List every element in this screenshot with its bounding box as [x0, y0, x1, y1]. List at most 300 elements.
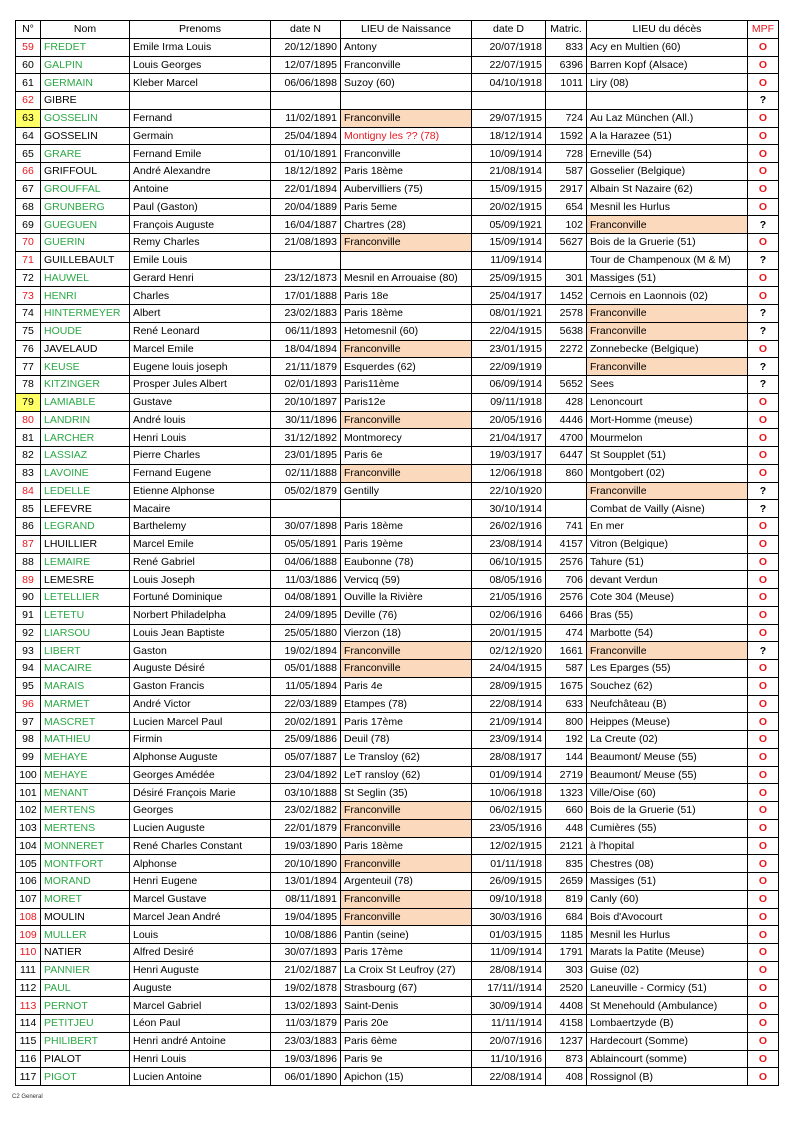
- lieu-naissance-cell: Paris 5eme: [341, 198, 472, 216]
- mpf-cell: ?: [748, 376, 779, 394]
- row-number: 59: [16, 38, 41, 56]
- table-row: [16, 553, 779, 571]
- prenoms-cell: Alfred Desiré: [130, 944, 271, 962]
- prenoms-cell: Fernand Emile: [130, 145, 271, 163]
- matricule-cell: 2917: [546, 180, 587, 198]
- row-number: 61: [16, 74, 41, 92]
- matricule-cell: [546, 358, 587, 376]
- row-number: 114: [16, 1015, 41, 1033]
- row-number: 89: [16, 571, 41, 589]
- prenoms-cell: Pierre Charles: [130, 447, 271, 465]
- mpf-cell: O: [748, 766, 779, 784]
- date-deces-cell: 30/03/1916: [472, 908, 546, 926]
- mpf-cell: O: [748, 926, 779, 944]
- date-naissance-cell: 22/01/1894: [271, 180, 341, 198]
- row-number: 108: [16, 908, 41, 926]
- date-deces-cell: 11/10/1916: [472, 1050, 546, 1068]
- lieu-naissance-cell: Paris 17ème: [341, 944, 472, 962]
- date-deces-cell: 09/11/1918: [472, 393, 546, 411]
- date-deces-cell: 21/08/1914: [472, 163, 546, 181]
- lieu-deces-cell: Bras (55): [587, 606, 748, 624]
- matricule-cell: 5638: [546, 322, 587, 340]
- lieu-deces-cell: Acy en Multien (60): [587, 38, 748, 56]
- matricule-cell: 4408: [546, 997, 587, 1015]
- row-number: 71: [16, 251, 41, 269]
- date-deces-cell: 30/10/1914: [472, 500, 546, 518]
- lieu-deces-cell: Massiges (51): [587, 873, 748, 891]
- prenoms-cell: René Charles Constant: [130, 837, 271, 855]
- row-number: 101: [16, 784, 41, 802]
- date-deces-cell: 21/04/1917: [472, 429, 546, 447]
- row-number: 60: [16, 56, 41, 74]
- row-number: 98: [16, 731, 41, 749]
- lieu-naissance-cell: Franconville: [341, 109, 472, 127]
- row-number: 65: [16, 145, 41, 163]
- date-naissance-cell: 23/12/1873: [271, 269, 341, 287]
- row-number: 81: [16, 429, 41, 447]
- nom-cell: GRUNBERG: [41, 198, 130, 216]
- lieu-naissance-cell: Franconville: [341, 340, 472, 358]
- header-prenoms: Prenoms: [130, 21, 271, 39]
- table-row: [16, 748, 779, 766]
- lieu-naissance-cell: Paris 6e: [341, 447, 472, 465]
- mpf-cell: O: [748, 979, 779, 997]
- prenoms-cell: Alphonse Auguste: [130, 748, 271, 766]
- row-number: 102: [16, 802, 41, 820]
- matricule-cell: 1323: [546, 784, 587, 802]
- table-row: [16, 518, 779, 536]
- table-row: [16, 731, 779, 749]
- prenoms-cell: Prosper Jules Albert: [130, 376, 271, 394]
- row-number: 75: [16, 322, 41, 340]
- nom-cell: GOSSELIN: [41, 127, 130, 145]
- matricule-cell: 1011: [546, 74, 587, 92]
- nom-cell: LASSIAZ: [41, 447, 130, 465]
- matricule-cell: 1185: [546, 926, 587, 944]
- table-row: [16, 322, 779, 340]
- prenoms-cell: Marcel Jean André: [130, 908, 271, 926]
- table-row: [16, 908, 779, 926]
- lieu-deces-cell: Vitron (Belgique): [587, 535, 748, 553]
- date-naissance-cell: 10/08/1886: [271, 926, 341, 944]
- prenoms-cell: Gerard Henri: [130, 269, 271, 287]
- header-lieu-naissance: LIEU de Naissance: [341, 21, 472, 39]
- date-deces-cell: 20/05/1916: [472, 411, 546, 429]
- prenoms-cell: Marcel Gustave: [130, 890, 271, 908]
- nom-cell: MONTFORT: [41, 855, 130, 873]
- prenoms-cell: Henri Louis: [130, 1050, 271, 1068]
- nom-cell: LEMAIRE: [41, 553, 130, 571]
- row-number: 68: [16, 198, 41, 216]
- lieu-deces-cell: Massiges (51): [587, 269, 748, 287]
- nom-cell: LANDRIN: [41, 411, 130, 429]
- matricule-cell: 587: [546, 660, 587, 678]
- date-deces-cell: 23/09/1914: [472, 731, 546, 749]
- mpf-cell: O: [748, 411, 779, 429]
- nom-cell: LAMIABLE: [41, 393, 130, 411]
- nom-cell: GIBRE: [41, 92, 130, 110]
- lieu-naissance-cell: St Seglin (35): [341, 784, 472, 802]
- lieu-deces-cell: Liry (08): [587, 74, 748, 92]
- lieu-deces-cell: Rossignol (B): [587, 1068, 748, 1086]
- prenoms-cell: Georges Amédée: [130, 766, 271, 784]
- date-deces-cell: 01/11/1918: [472, 855, 546, 873]
- table-row: [16, 890, 779, 908]
- header-date-deces: date D: [472, 21, 546, 39]
- date-naissance-cell: 20/10/1897: [271, 393, 341, 411]
- matricule-cell: 192: [546, 731, 587, 749]
- row-number: 85: [16, 500, 41, 518]
- nom-cell: GROUFFAL: [41, 180, 130, 198]
- lieu-deces-cell: Franconville: [587, 358, 748, 376]
- lieu-naissance-cell: Argenteuil (78): [341, 873, 472, 891]
- row-number: 110: [16, 944, 41, 962]
- matricule-cell: 706: [546, 571, 587, 589]
- date-naissance-cell: 05/02/1879: [271, 482, 341, 500]
- date-deces-cell: 22/04/1915: [472, 322, 546, 340]
- date-naissance-cell: 19/03/1896: [271, 1050, 341, 1068]
- matricule-cell: 800: [546, 713, 587, 731]
- prenoms-cell: Fernand: [130, 109, 271, 127]
- prenoms-cell: Georges: [130, 802, 271, 820]
- nom-cell: MENANT: [41, 784, 130, 802]
- mpf-cell: ?: [748, 358, 779, 376]
- row-number: 69: [16, 216, 41, 234]
- row-number: 100: [16, 766, 41, 784]
- matricule-cell: 2659: [546, 873, 587, 891]
- row-number: 116: [16, 1050, 41, 1068]
- mpf-cell: O: [748, 447, 779, 465]
- mpf-cell: ?: [748, 482, 779, 500]
- date-naissance-cell: 30/07/1893: [271, 944, 341, 962]
- lieu-naissance-cell: Etampes (78): [341, 695, 472, 713]
- lieu-deces-cell: Beaumont/ Meuse (55): [587, 748, 748, 766]
- date-naissance-cell: 22/01/1879: [271, 819, 341, 837]
- nom-cell: MULLER: [41, 926, 130, 944]
- lieu-deces-cell: Guise (02): [587, 961, 748, 979]
- nom-cell: KITZINGER: [41, 376, 130, 394]
- date-deces-cell: 29/07/1915: [472, 109, 546, 127]
- mpf-cell: O: [748, 340, 779, 358]
- date-deces-cell: 21/05/1916: [472, 589, 546, 607]
- nom-cell: PAUL: [41, 979, 130, 997]
- row-number: 99: [16, 748, 41, 766]
- table-row: [16, 873, 779, 891]
- lieu-deces-cell: Canly (60): [587, 890, 748, 908]
- lieu-deces-cell: Les Eparges (55): [587, 660, 748, 678]
- date-deces-cell: 11/09/1914: [472, 251, 546, 269]
- matricule-cell: 144: [546, 748, 587, 766]
- date-deces-cell: 15/09/1915: [472, 180, 546, 198]
- lieu-naissance-cell: [341, 500, 472, 518]
- prenoms-cell: André Alexandre: [130, 163, 271, 181]
- date-naissance-cell: 24/09/1895: [271, 606, 341, 624]
- matricule-cell: 654: [546, 198, 587, 216]
- date-deces-cell: 01/03/1915: [472, 926, 546, 944]
- date-naissance-cell: 19/03/1890: [271, 837, 341, 855]
- mpf-cell: O: [748, 571, 779, 589]
- lieu-naissance-cell: Paris 4e: [341, 677, 472, 695]
- date-naissance-cell: 12/07/1895: [271, 56, 341, 74]
- mpf-cell: O: [748, 624, 779, 642]
- lieu-naissance-cell: Mesnil en Arrouaise (80): [341, 269, 472, 287]
- nom-cell: HENRI: [41, 287, 130, 305]
- mpf-cell: O: [748, 660, 779, 678]
- lieu-deces-cell: Heippes (Meuse): [587, 713, 748, 731]
- row-number: 97: [16, 713, 41, 731]
- nom-cell: MASCRET: [41, 713, 130, 731]
- header-lieu-deces: LIEU du décès: [587, 21, 748, 39]
- mpf-cell: O: [748, 606, 779, 624]
- prenoms-cell: Antoine: [130, 180, 271, 198]
- lieu-naissance-cell: Deuil (78): [341, 731, 472, 749]
- lieu-deces-cell: Bois de la Gruerie (51): [587, 234, 748, 252]
- date-deces-cell: 28/08/1917: [472, 748, 546, 766]
- matricule-cell: 2576: [546, 553, 587, 571]
- table-row: [16, 961, 779, 979]
- date-deces-cell: 23/05/1916: [472, 819, 546, 837]
- row-number: 117: [16, 1068, 41, 1086]
- date-naissance-cell: 06/01/1890: [271, 1068, 341, 1086]
- mpf-cell: ?: [748, 305, 779, 323]
- matricule-cell: 5652: [546, 376, 587, 394]
- date-naissance-cell: 11/03/1879: [271, 1015, 341, 1033]
- nom-cell: LEFEVRE: [41, 500, 130, 518]
- date-naissance-cell: 19/02/1878: [271, 979, 341, 997]
- lieu-deces-cell: Mesnil les Hurlus: [587, 926, 748, 944]
- nom-cell: LIBERT: [41, 642, 130, 660]
- matricule-cell: 873: [546, 1050, 587, 1068]
- table-row: [16, 500, 779, 518]
- nom-cell: PIALOT: [41, 1050, 130, 1068]
- date-deces-cell: 06/02/1915: [472, 802, 546, 820]
- nom-cell: LAVOINE: [41, 464, 130, 482]
- prenoms-cell: Remy Charles: [130, 234, 271, 252]
- date-deces-cell: 30/09/1914: [472, 997, 546, 1015]
- nom-cell: JAVELAUD: [41, 340, 130, 358]
- matricule-cell: 860: [546, 464, 587, 482]
- table-row: [16, 713, 779, 731]
- date-naissance-cell: 02/01/1893: [271, 376, 341, 394]
- matricule-cell: 408: [546, 1068, 587, 1086]
- lieu-deces-cell: Lenoncourt: [587, 393, 748, 411]
- lieu-deces-cell: Cumières (55): [587, 819, 748, 837]
- mpf-cell: O: [748, 429, 779, 447]
- nom-cell: PIGOT: [41, 1068, 130, 1086]
- date-naissance-cell: 19/04/1895: [271, 908, 341, 926]
- date-deces-cell: 20/01/1915: [472, 624, 546, 642]
- mpf-cell: O: [748, 553, 779, 571]
- table-row: [16, 234, 779, 252]
- prenoms-cell: Fortuné Dominique: [130, 589, 271, 607]
- date-naissance-cell: 06/06/1898: [271, 74, 341, 92]
- date-deces-cell: 24/04/1915: [472, 660, 546, 678]
- date-naissance-cell: [271, 92, 341, 110]
- table-row: [16, 38, 779, 56]
- prenoms-cell: Fernand Eugene: [130, 464, 271, 482]
- nom-cell: GERMAIN: [41, 74, 130, 92]
- prenoms-cell: Paul (Gaston): [130, 198, 271, 216]
- date-naissance-cell: 25/09/1886: [271, 731, 341, 749]
- prenoms-cell: Louis: [130, 926, 271, 944]
- lieu-naissance-cell: Franconville: [341, 819, 472, 837]
- mpf-cell: O: [748, 464, 779, 482]
- matricule-cell: 1592: [546, 127, 587, 145]
- lieu-naissance-cell: Paris 18ème: [341, 837, 472, 855]
- header-nom: Nom: [41, 21, 130, 39]
- matricule-cell: 2719: [546, 766, 587, 784]
- date-deces-cell: 09/10/1918: [472, 890, 546, 908]
- row-number: 83: [16, 464, 41, 482]
- date-naissance-cell: 08/11/1891: [271, 890, 341, 908]
- row-number: 96: [16, 695, 41, 713]
- prenoms-cell: Kleber Marcel: [130, 74, 271, 92]
- header-matricule: Matric.: [546, 21, 587, 39]
- mpf-cell: O: [748, 56, 779, 74]
- table-row: [16, 855, 779, 873]
- lieu-deces-cell: Tour de Champenoux (M & M): [587, 251, 748, 269]
- mpf-cell: O: [748, 1050, 779, 1068]
- mpf-cell: O: [748, 180, 779, 198]
- row-number: 95: [16, 677, 41, 695]
- matricule-cell: 5627: [546, 234, 587, 252]
- nom-cell: MARMET: [41, 695, 130, 713]
- prenoms-cell: Auguste Désiré: [130, 660, 271, 678]
- lieu-deces-cell: Bois d'Avocourt: [587, 908, 748, 926]
- prenoms-cell: [130, 92, 271, 110]
- table-row: [16, 464, 779, 482]
- lieu-naissance-cell: Saint-Denis: [341, 997, 472, 1015]
- lieu-deces-cell: Bois de la Gruerie (51): [587, 802, 748, 820]
- table-row: [16, 926, 779, 944]
- matricule-cell: 2272: [546, 340, 587, 358]
- lieu-deces-cell: St Menehould (Ambulance): [587, 997, 748, 1015]
- mpf-cell: O: [748, 163, 779, 181]
- prenoms-cell: Eugene louis joseph: [130, 358, 271, 376]
- lieu-naissance-cell: Paris 18ème: [341, 163, 472, 181]
- matricule-cell: 819: [546, 890, 587, 908]
- prenoms-cell: Charles: [130, 287, 271, 305]
- prenoms-cell: André Victor: [130, 695, 271, 713]
- mpf-cell: ?: [748, 322, 779, 340]
- nom-cell: MONNERET: [41, 837, 130, 855]
- matricule-cell: [546, 482, 587, 500]
- date-naissance-cell: 23/03/1883: [271, 1032, 341, 1050]
- mpf-cell: O: [748, 393, 779, 411]
- nom-cell: HINTERMEYER: [41, 305, 130, 323]
- nom-cell: MEHAYE: [41, 766, 130, 784]
- prenoms-cell: Gaston: [130, 642, 271, 660]
- matricule-cell: 728: [546, 145, 587, 163]
- lieu-deces-cell: Franconville: [587, 305, 748, 323]
- lieu-deces-cell: à l'hopital: [587, 837, 748, 855]
- nom-cell: LETELLIER: [41, 589, 130, 607]
- row-number: 91: [16, 606, 41, 624]
- nom-cell: HOUDE: [41, 322, 130, 340]
- table-row: [16, 305, 779, 323]
- lieu-naissance-cell: Paris 17ème: [341, 713, 472, 731]
- table-row: [16, 695, 779, 713]
- mpf-cell: ?: [748, 92, 779, 110]
- lieu-deces-cell: Ville/Oise (60): [587, 784, 748, 802]
- nom-cell: GUERIN: [41, 234, 130, 252]
- lieu-deces-cell: Marbotte (54): [587, 624, 748, 642]
- prenoms-cell: Lucien Marcel Paul: [130, 713, 271, 731]
- lieu-naissance-cell: Esquerdes (62): [341, 358, 472, 376]
- row-number: 104: [16, 837, 41, 855]
- lieu-deces-cell: Montgobert (02): [587, 464, 748, 482]
- prenoms-cell: André louis: [130, 411, 271, 429]
- date-naissance-cell: [271, 251, 341, 269]
- mpf-cell: ?: [748, 251, 779, 269]
- row-number: 67: [16, 180, 41, 198]
- lieu-deces-cell: Franconville: [587, 322, 748, 340]
- lieu-naissance-cell: Paris 19ème: [341, 535, 472, 553]
- prenoms-cell: Etienne Alphonse: [130, 482, 271, 500]
- table-row: [16, 393, 779, 411]
- date-naissance-cell: 04/06/1888: [271, 553, 341, 571]
- lieu-naissance-cell: Aubervilliers (75): [341, 180, 472, 198]
- lieu-naissance-cell: Apichon (15): [341, 1068, 472, 1086]
- footer-label: C2 General: [12, 1094, 43, 1100]
- lieu-naissance-cell: Franconville: [341, 855, 472, 873]
- prenoms-cell: Emile Louis: [130, 251, 271, 269]
- date-naissance-cell: 20/10/1890: [271, 855, 341, 873]
- mpf-cell: O: [748, 855, 779, 873]
- nom-cell: GRARE: [41, 145, 130, 163]
- matricule-cell: 6396: [546, 56, 587, 74]
- table-row: [16, 287, 779, 305]
- row-number: 79: [16, 393, 41, 411]
- nom-cell: GALPIN: [41, 56, 130, 74]
- date-deces-cell: 10/06/1918: [472, 784, 546, 802]
- table-row: [16, 997, 779, 1015]
- date-naissance-cell: 21/02/1887: [271, 961, 341, 979]
- prenoms-cell: Louis Georges: [130, 56, 271, 74]
- date-naissance-cell: 05/05/1891: [271, 535, 341, 553]
- matricule-cell: 4158: [546, 1015, 587, 1033]
- table-row: [16, 1032, 779, 1050]
- prenoms-cell: Barthelemy: [130, 518, 271, 536]
- row-number: 64: [16, 127, 41, 145]
- lieu-deces-cell: Erneville (54): [587, 145, 748, 163]
- lieu-naissance-cell: Strasbourg (67): [341, 979, 472, 997]
- row-number: 72: [16, 269, 41, 287]
- table-row: [16, 251, 779, 269]
- lieu-naissance-cell: Franconville: [341, 411, 472, 429]
- nom-cell: LHUILLIER: [41, 535, 130, 553]
- prenoms-cell: Louis Jean Baptiste: [130, 624, 271, 642]
- date-naissance-cell: 23/02/1882: [271, 802, 341, 820]
- date-naissance-cell: 25/04/1894: [271, 127, 341, 145]
- mpf-cell: O: [748, 38, 779, 56]
- prenoms-cell: René Gabriel: [130, 553, 271, 571]
- date-deces-cell: 15/09/1914: [472, 234, 546, 252]
- lieu-deces-cell: La Creute (02): [587, 731, 748, 749]
- lieu-deces-cell: Cernois en Laonnois (02): [587, 287, 748, 305]
- mpf-cell: O: [748, 234, 779, 252]
- row-number: 63: [16, 109, 41, 127]
- table-row: [16, 571, 779, 589]
- row-number: 84: [16, 482, 41, 500]
- matricule-cell: 448: [546, 819, 587, 837]
- table-row: [16, 1050, 779, 1068]
- lieu-deces-cell: Franconville: [587, 482, 748, 500]
- date-deces-cell: 18/12/1914: [472, 127, 546, 145]
- lieu-naissance-cell: Franconville: [341, 642, 472, 660]
- table-row: [16, 535, 779, 553]
- matricule-cell: 724: [546, 109, 587, 127]
